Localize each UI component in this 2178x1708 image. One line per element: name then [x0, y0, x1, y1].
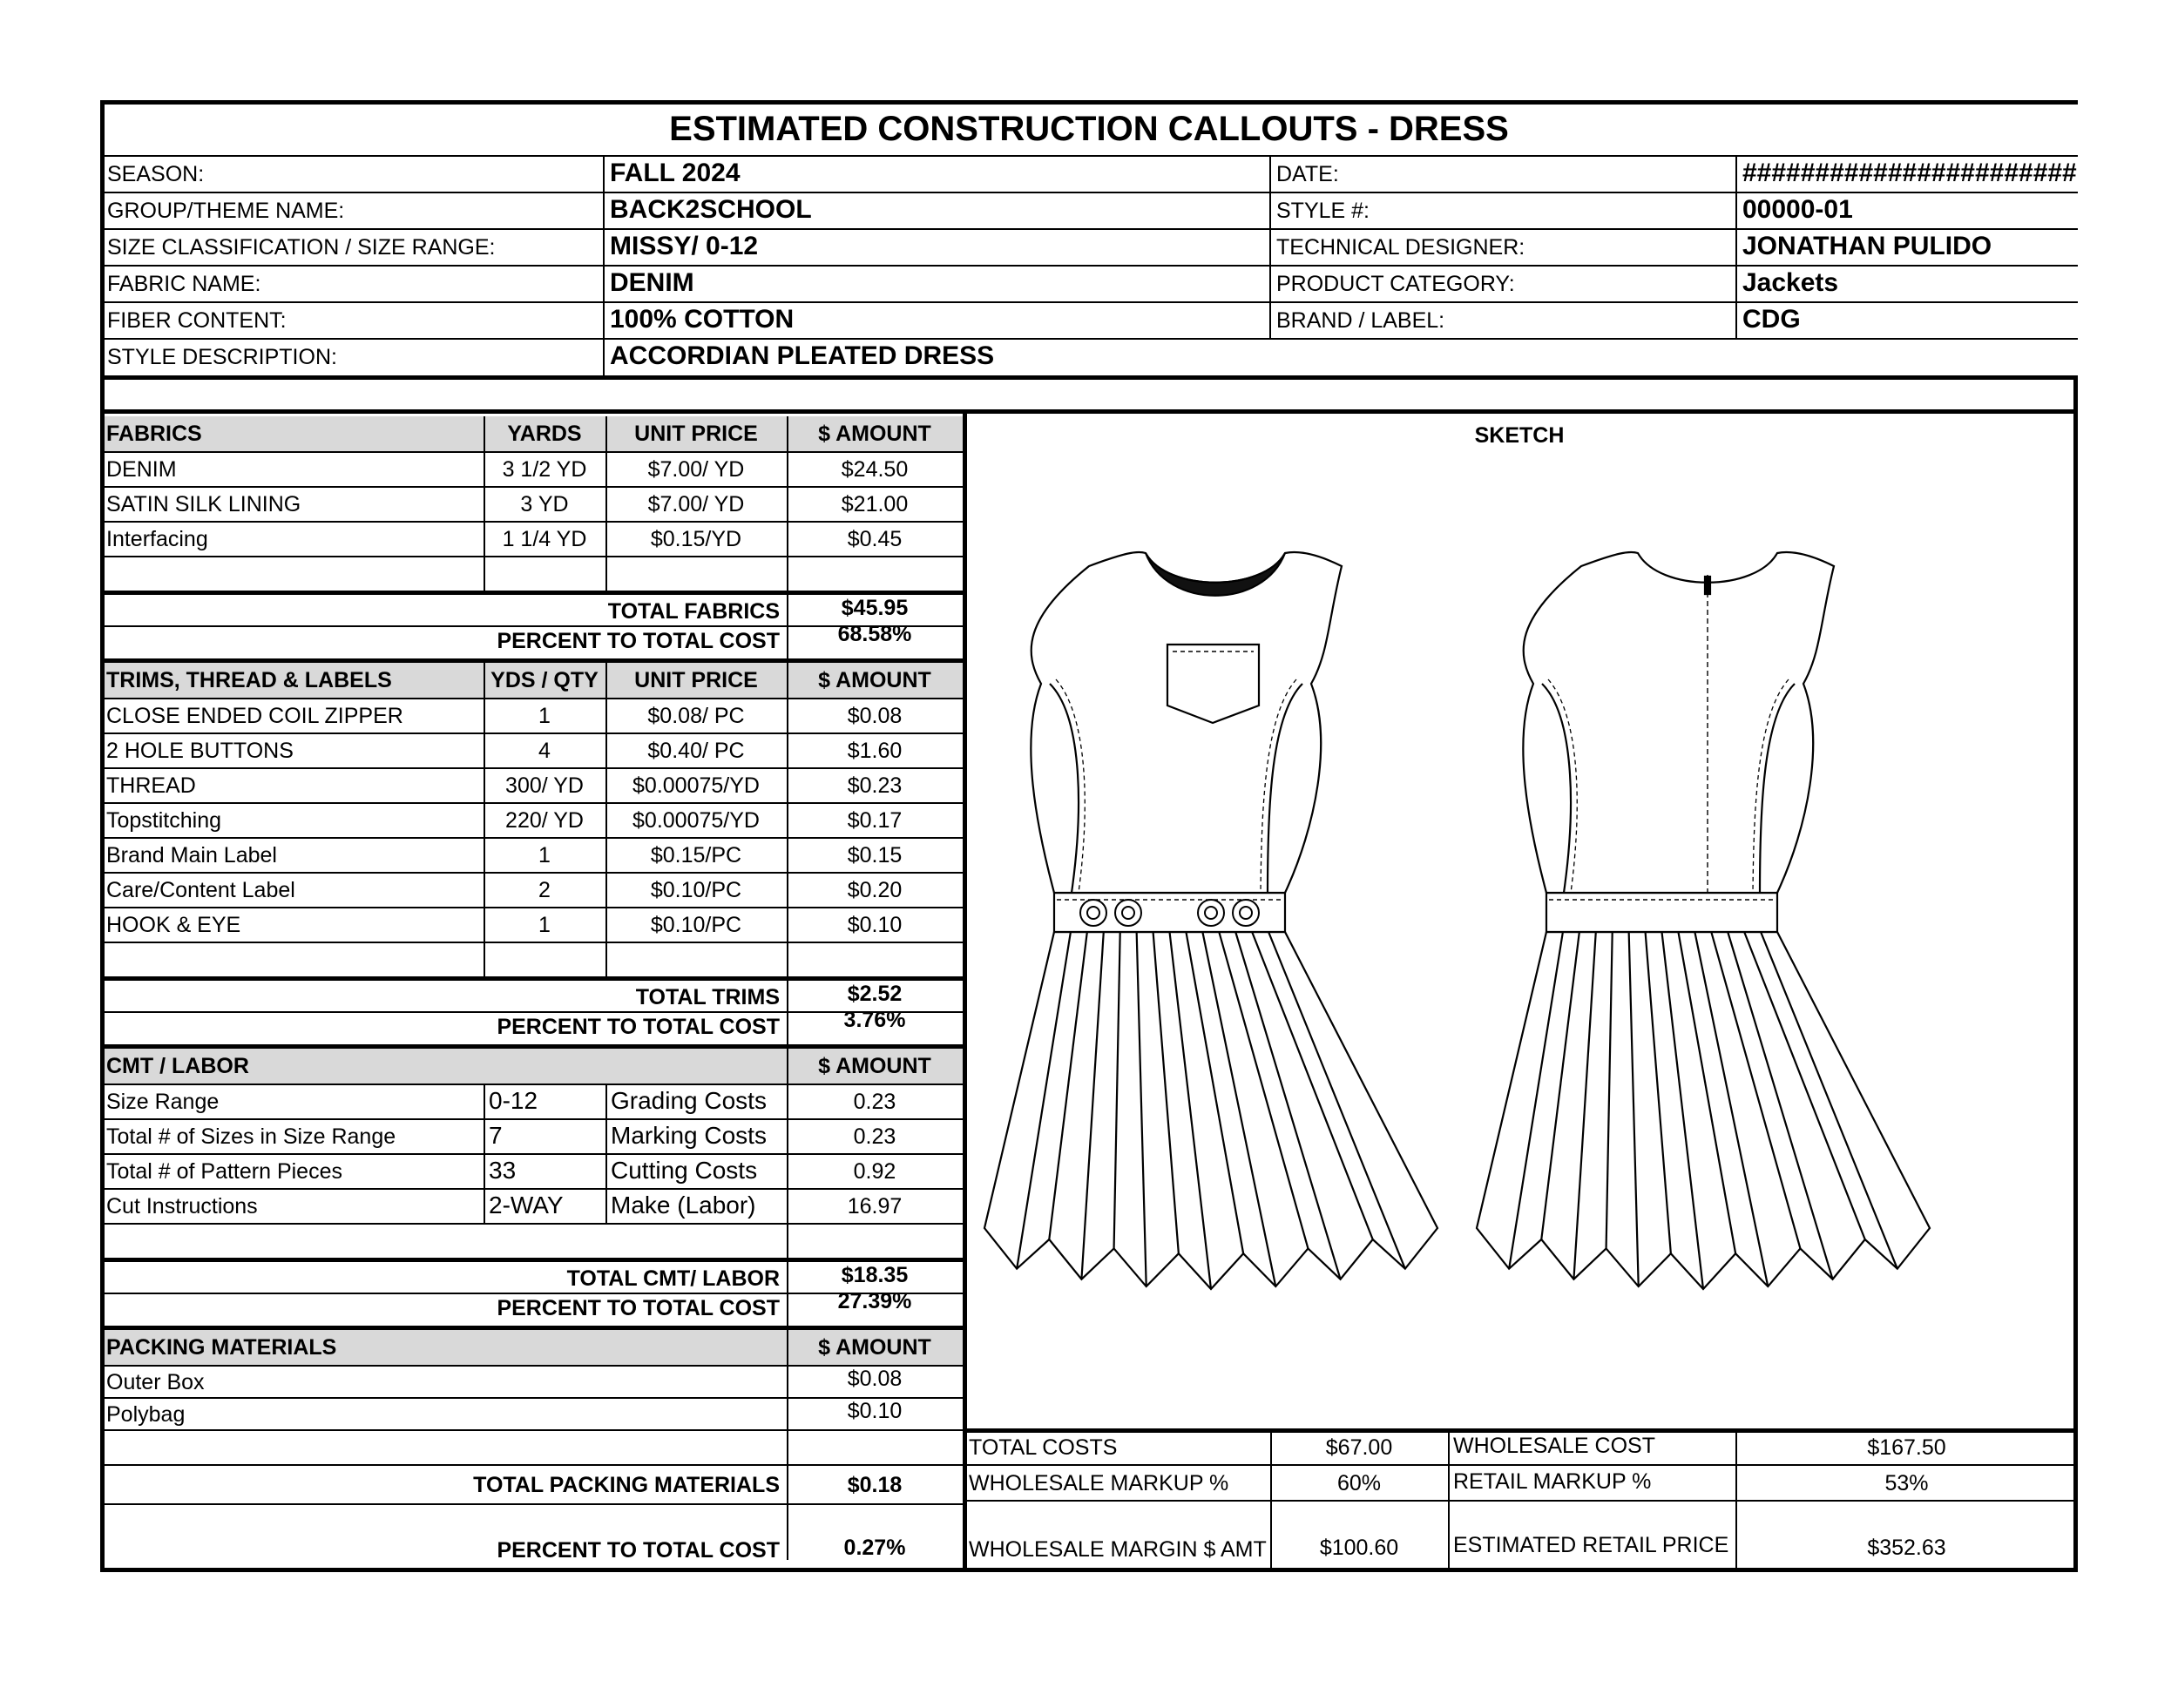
fabrics-header-price: UNIT PRICE	[634, 422, 758, 446]
fabrics-header-amount: $ AMOUNT	[818, 422, 931, 446]
cmt-row-label: Total # of Sizes in Size Range	[106, 1124, 396, 1149]
rule	[100, 409, 2078, 414]
style-desc-value: ACCORDIAN PLEATED DRESS	[610, 341, 995, 370]
wholesale-margin-value: $100.60	[1319, 1536, 1399, 1560]
season-value: FALL 2024	[610, 159, 741, 187]
cmt-amount-header: $ AMOUNT	[818, 1054, 931, 1078]
trims-row-amount: $0.08	[847, 704, 903, 728]
trims-header-amount: $ AMOUNT	[818, 668, 931, 692]
date-label: DATE:	[1276, 162, 1339, 186]
cmt-row-amount: 0.23	[853, 1124, 896, 1149]
packing-row-amount: $0.10	[847, 1399, 903, 1423]
rule	[100, 907, 963, 908]
fabrics-row-amount: $0.45	[847, 527, 903, 551]
rule	[605, 1118, 607, 1153]
trims-row-qty: 220/ YD	[505, 808, 584, 833]
fabrics-row-name: SATIN SILK LINING	[106, 492, 301, 516]
rule	[787, 1223, 788, 1258]
rule	[100, 375, 2078, 380]
trims-row-amount: $0.23	[847, 773, 903, 798]
button-icon	[1087, 907, 1099, 919]
category-label: PRODUCT CATEGORY:	[1276, 272, 1515, 296]
sketch-label: SKETCH	[1474, 423, 1565, 448]
fabrics-row-price: $7.00/ YD	[647, 492, 745, 516]
trims-pct-label: PERCENT TO TOTAL COST	[497, 1015, 780, 1039]
rule	[484, 1153, 485, 1188]
rule	[100, 1223, 963, 1225]
rule	[605, 1084, 607, 1118]
rule	[100, 155, 2078, 157]
rule	[100, 872, 963, 874]
cmt-row-label: Total # of Pattern Pieces	[106, 1159, 342, 1184]
trims-pct-value: 3.76%	[843, 1008, 906, 1032]
rule	[100, 1153, 963, 1155]
fabrics-pct-value: 68.58%	[837, 622, 912, 646]
rule	[787, 591, 788, 660]
trims-header-name: TRIMS, THREAD & LABELS	[106, 668, 392, 692]
packing-row-amount: $0.08	[847, 1367, 903, 1391]
rule	[100, 802, 963, 804]
season-label: SEASON:	[107, 162, 205, 186]
cmt-row-value: 33	[489, 1157, 517, 1184]
packing-total-value: $0.18	[847, 1473, 903, 1497]
rule	[787, 416, 788, 591]
rule	[605, 663, 607, 976]
retail-price-value: $352.63	[1867, 1536, 1946, 1560]
trims-row-price: $0.10/PC	[650, 878, 742, 902]
fabrics-header-name: FABRICS	[106, 422, 202, 446]
rule	[100, 976, 963, 981]
trims-row-amount: $0.20	[847, 878, 903, 902]
trims-row-name: 2 HOLE BUTTONS	[106, 739, 294, 763]
fiber-label: FIBER CONTENT:	[107, 308, 287, 333]
skirt-icon	[984, 932, 1437, 1289]
rule	[965, 1464, 2078, 1466]
zipper-pull-icon	[1705, 577, 1710, 594]
rule	[484, 416, 485, 591]
retail-markup-label: RETAIL MARKUP %	[1453, 1469, 1652, 1494]
rule	[100, 451, 963, 453]
rule	[100, 301, 2078, 303]
rule	[484, 663, 485, 976]
rule	[787, 1397, 788, 1429]
packing-row-name: Polybag	[106, 1402, 186, 1427]
trims-row-price: $0.40/ PC	[647, 739, 745, 763]
trims-row-amount: $0.15	[847, 843, 903, 868]
rule	[787, 1365, 788, 1397]
size-value: MISSY/ 0-12	[610, 232, 759, 260]
rule	[787, 1258, 788, 1327]
group-value: BACK2SCHOOL	[610, 195, 812, 224]
cmt-row-value: 0-12	[489, 1087, 538, 1114]
rule	[965, 1428, 2078, 1433]
retail-markup-value: 53%	[1884, 1471, 1929, 1495]
fabrics-total-label: TOTAL FABRICS	[607, 599, 780, 624]
trims-row-name: CLOSE ENDED COIL ZIPPER	[106, 704, 403, 728]
rule	[787, 1188, 788, 1223]
rule	[100, 100, 2078, 105]
rule	[484, 1084, 485, 1118]
trims-row-name: Topstitching	[106, 808, 222, 833]
rule	[100, 1429, 963, 1431]
pocket-icon	[1167, 645, 1259, 723]
fabrics-row-amount: $21.00	[841, 492, 909, 516]
trims-row-qty: 1	[538, 704, 551, 728]
cmt-row-amount: 0.23	[853, 1090, 896, 1114]
rule	[787, 1084, 788, 1118]
brand-label: BRAND / LABEL:	[1276, 308, 1445, 333]
fabrics-header-qty: YARDS	[507, 422, 582, 446]
fabrics-row-qty: 3 1/2 YD	[502, 457, 587, 482]
trims-header-qty: YDS / QTY	[490, 668, 599, 692]
rule	[100, 228, 2078, 230]
wholesale-cost-label: WHOLESALE COST	[1453, 1434, 1655, 1458]
trims-total-value: $2.52	[847, 982, 903, 1006]
rule	[100, 591, 963, 595]
waistband-icon	[1546, 893, 1777, 932]
rule	[963, 409, 967, 1572]
wholesale-margin-label: WHOLESALE MARGIN $ AMT	[969, 1537, 1267, 1562]
packing-amount-header: $ AMOUNT	[818, 1335, 931, 1360]
rule	[484, 1188, 485, 1223]
rule	[100, 1084, 963, 1085]
rule	[787, 1330, 788, 1365]
trims-row-name: Care/Content Label	[106, 878, 295, 902]
trims-header-price: UNIT PRICE	[634, 668, 758, 692]
fabrics-row-amount: $24.50	[841, 457, 909, 482]
trims-row-amount: $0.10	[847, 913, 903, 937]
rule	[100, 1503, 963, 1505]
rule	[605, 1188, 607, 1223]
packing-pct-label: PERCENT TO TOTAL COST	[497, 1538, 780, 1563]
rule	[100, 265, 2078, 267]
rule	[787, 1118, 788, 1153]
rule	[100, 1464, 963, 1466]
packing-header: PACKING MATERIALS	[106, 1335, 337, 1360]
trims-row-name: HOOK & EYE	[106, 913, 241, 937]
trims-row-price: $0.00075/YD	[632, 808, 760, 833]
cmt-row-cost-label: Marking Costs	[611, 1122, 767, 1149]
cmt-pct-value: 27.39%	[837, 1289, 912, 1313]
fabric-label: FABRIC NAME:	[107, 272, 261, 296]
rule	[965, 1500, 2078, 1502]
rule	[100, 192, 2078, 193]
trims-total-label: TOTAL TRIMS	[635, 985, 780, 1009]
rule	[100, 1188, 963, 1190]
trims-row-qty: 1	[538, 843, 551, 868]
fabrics-pct-label: PERCENT TO TOTAL COST	[497, 629, 780, 653]
rule	[100, 698, 963, 699]
fabric-value: DENIM	[610, 268, 694, 297]
trims-row-price: $0.15/PC	[650, 843, 742, 868]
rule	[787, 663, 788, 976]
category-value: Jackets	[1742, 268, 1839, 297]
fiber-value: 100% COTTON	[610, 305, 795, 334]
trims-row-name: Brand Main Label	[106, 843, 277, 868]
rule	[1735, 155, 1737, 338]
rule	[484, 1118, 485, 1153]
fabrics-row-name: DENIM	[106, 457, 177, 482]
rule	[787, 976, 788, 1046]
rule	[787, 1049, 788, 1084]
wholesale-cost-value: $167.50	[1867, 1435, 1946, 1460]
cmt-row-amount: 0.92	[853, 1159, 896, 1184]
packing-row-name: Outer Box	[106, 1370, 205, 1394]
page-title: ESTIMATED CONSTRUCTION CALLOUTS - DRESS	[669, 110, 1509, 148]
designer-label: TECHNICAL DESIGNER:	[1276, 235, 1525, 260]
rule	[100, 837, 963, 839]
dress-sketch-icon	[976, 540, 2065, 1341]
retail-price-label: ESTIMATED RETAIL PRICE	[1453, 1533, 1729, 1557]
cmt-row-value: 7	[489, 1122, 503, 1149]
fabrics-total-value: $45.95	[841, 596, 909, 620]
rule	[100, 486, 963, 488]
cmt-total-label: TOTAL CMT/ LABOR	[566, 1266, 780, 1291]
cmt-row-amount: 16.97	[847, 1194, 903, 1219]
rule	[100, 521, 963, 523]
style-desc-label: STYLE DESCRIPTION:	[107, 345, 337, 369]
button-icon	[1122, 907, 1134, 919]
trims-row-price: $0.00075/YD	[632, 773, 760, 798]
rule	[100, 556, 963, 557]
fabrics-row-price: $0.15/YD	[650, 527, 742, 551]
trims-row-amount: $0.17	[847, 808, 903, 833]
fabrics-row-name: Interfacing	[106, 527, 208, 551]
cmt-row-label: Size Range	[106, 1090, 220, 1114]
rule	[100, 338, 2078, 340]
cmt-pct-label: PERCENT TO TOTAL COST	[497, 1296, 780, 1320]
skirt-icon	[1477, 932, 1930, 1289]
cmt-row-cost-label: Make (Labor)	[611, 1192, 756, 1219]
total-costs-label: TOTAL COSTS	[969, 1435, 1118, 1460]
trims-row-amount: $1.60	[847, 739, 903, 763]
button-icon	[1205, 907, 1217, 919]
rule	[1269, 155, 1271, 338]
packing-pct-value: 0.27%	[843, 1536, 906, 1560]
cmt-total-value: $18.35	[841, 1263, 909, 1287]
packing-total-label: TOTAL PACKING MATERIALS	[473, 1473, 780, 1497]
wholesale-markup-value: 60%	[1336, 1471, 1382, 1495]
date-value: #######################	[1742, 159, 2077, 187]
size-label: SIZE CLASSIFICATION / SIZE RANGE:	[107, 235, 496, 260]
cmt-row-value: 2-WAY	[489, 1192, 564, 1219]
rule	[100, 1568, 2078, 1572]
group-label: GROUP/THEME NAME:	[107, 199, 345, 223]
rule	[100, 732, 963, 734]
style-no-label: STYLE #:	[1276, 199, 1370, 223]
cmt-header: CMT / LABOR	[106, 1054, 249, 1078]
rule	[603, 155, 605, 375]
rule	[605, 416, 607, 591]
fabrics-row-price: $7.00/ YD	[647, 457, 745, 482]
trims-row-qty: 1	[538, 913, 551, 937]
cmt-row-label: Cut Instructions	[106, 1194, 258, 1219]
trims-row-qty: 2	[538, 878, 551, 902]
style-no-value: 00000-01	[1742, 195, 1853, 224]
trims-row-name: THREAD	[106, 773, 196, 798]
brand-value: CDG	[1742, 305, 1801, 334]
rule	[100, 1118, 963, 1120]
rule	[1448, 1428, 1450, 1568]
rule	[2073, 375, 2078, 1572]
cmt-row-cost-label: Grading Costs	[611, 1087, 767, 1114]
wholesale-markup-label: WHOLESALE MARKUP %	[969, 1471, 1229, 1495]
fabrics-row-qty: 1 1/4 YD	[502, 527, 587, 551]
designer-value: JONATHAN PULIDO	[1742, 232, 1992, 260]
rule	[787, 1153, 788, 1188]
fabrics-row-qty: 3 YD	[520, 492, 569, 516]
trims-row-price: $0.10/PC	[650, 913, 742, 937]
rule	[100, 942, 963, 943]
trims-row-qty: 4	[538, 739, 551, 763]
trims-row-price: $0.08/ PC	[647, 704, 745, 728]
rule	[100, 1258, 963, 1262]
total-costs-value: $67.00	[1325, 1435, 1393, 1460]
trims-row-qty: 300/ YD	[505, 773, 584, 798]
cmt-row-cost-label: Cutting Costs	[611, 1157, 758, 1184]
button-icon	[1240, 907, 1252, 919]
rule	[100, 767, 963, 769]
rule	[605, 1153, 607, 1188]
